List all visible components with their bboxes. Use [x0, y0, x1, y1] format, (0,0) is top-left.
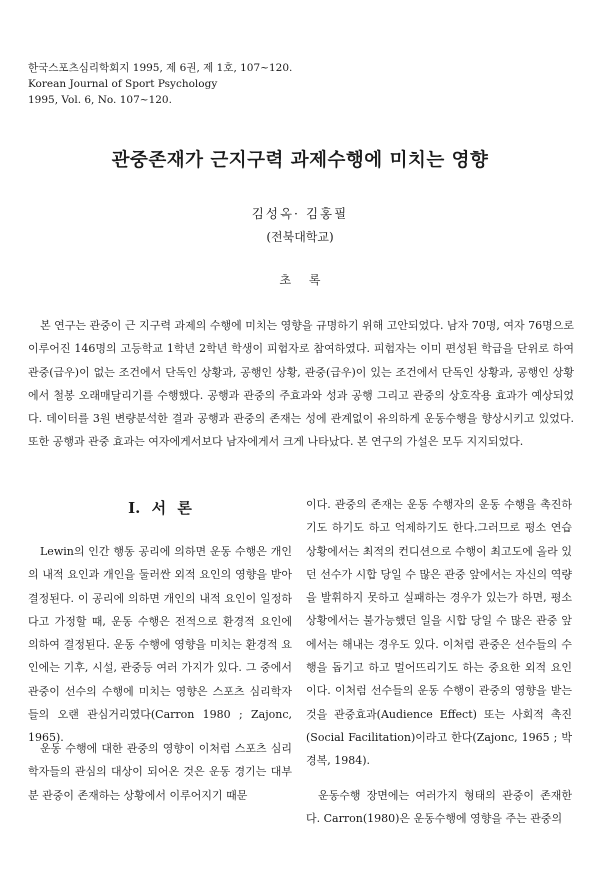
journal-header [28, 60, 292, 108]
abstract-heading: 초 록 [279, 273, 321, 287]
intro-paragraph-3: 운동수행 장면에는 여러가지 형태의 관중이 존재한다. Carron(1980)은 운동수행에 영향을 주는 관중의 [306, 789, 572, 826]
intro-paragraph-2-continued: 이다. 관중의 존재는 운동 수행자의 운동 수행을 촉진하기도 하기도 하고 억제하기도 한다.그러므로 평소 연습 상황에서는 최적의 컨디션으로 수행이 최고도에 올라 있던 선수가 시합 당일 수 많은 관중 앞에서는 자신의 역량을 발휘하지 못하고 실패하는 경우가 있는가 하면, 평소 상황에서는 불가능했던 일을 시합 당일 수 많은 관중 앞에서는 해내는 경우도 있다. 이처럼 관중은 선수들의 수행을 돕기고 하고 멀어뜨리기도 하는 중요한 외적 요인이다. 이처럼 선수들의 운동 수행이 관중의 영향을 받는 것을 관중효과(Audience Effect) 또는 사회적 촉진(Social Facilitation)이라고 한다(Zajonc, 1965 ; 박경복, 1984). [306, 498, 572, 768]
journal-volume-info: 1995, Vol. 6, No. 107~120. [28, 94, 172, 106]
paper-title: 관중존재가 근지구력 과제수행에 미치는 영향 [111, 150, 489, 171]
abstract-text: 본 연구는 관중이 근 지구력 과제의 수행에 미치는 영향을 규명하기 위해 고안되었다. 남자 70명, 여자 76명으로 이루어진 146명의 고등학교 1학년 2학년 학생이 피험자로 참여하였다. 피험자는 이미 편성된 학급을 단위로 하여 관중(급우)이 없는 조건에서 단독인 상황과, 공행인 상황, 관중(급우)이 있는 조건에서 단독인 상황과, 공행인 상황에서 철봉 오래매달리기를 수행했다. 공행과 관중의 주효과와 성과 공행 그리고 관중의 상호작용 효과가 예상되었다. 데이터를 3원 변량분석한 결과 공행과 관중의 존재는 성에 관계없이 유의하게 운동수행을 향상시키고 있었다. 또한 공행과 관중 효과는 여자에게서보다 남자에게서 크게 나타났다. 본 연구의 가설은 모두 지지되었다. [28, 319, 574, 449]
authors: 김성옥· 김홍필 [251, 206, 349, 221]
intro-paragraph-2: 운동 수행에 대한 관중의 영향이 이처럼 스포츠 심리학자들의 관심의 대상이 되어온 것은 운동 경기는 대부분 관중이 존재하는 상황에서 이루어지기 때문 [28, 742, 292, 802]
affiliation: (전북대학교) [266, 230, 334, 244]
journal-korean-citation: 한국스포츠심리학회지 1995, 제 6권, 제 1호, 107~120. [28, 62, 293, 74]
intro-paragraph-1: Lewin의 인간 행동 공리에 의하면 운동 수행은 개인의 내적 요인과 개인을 둘러싼 외적 요인의 영향을 받아 결정된다. 이 공리에 의하면 개인의 내적 요인이 일정하다고 가정할 때, 운동 수행은 전적으로 환경적 요인에 의하여 결정된다. 운동 수행에 영향을 미치는 환경적 요인에는 기후, 시설, 관중등 여러 가지가 있다. 그 중에서 관중이 선수의 수행에 미치는 영향은 스포츠 심리학자들의 오랜 관심거리였다(Carron 1980 ; Zajonc, 1965). [28, 545, 292, 745]
section-heading-introduction: I. 서 론 [128, 499, 192, 517]
journal-english-name: Korean Journal of Sport Psychology [28, 78, 218, 90]
